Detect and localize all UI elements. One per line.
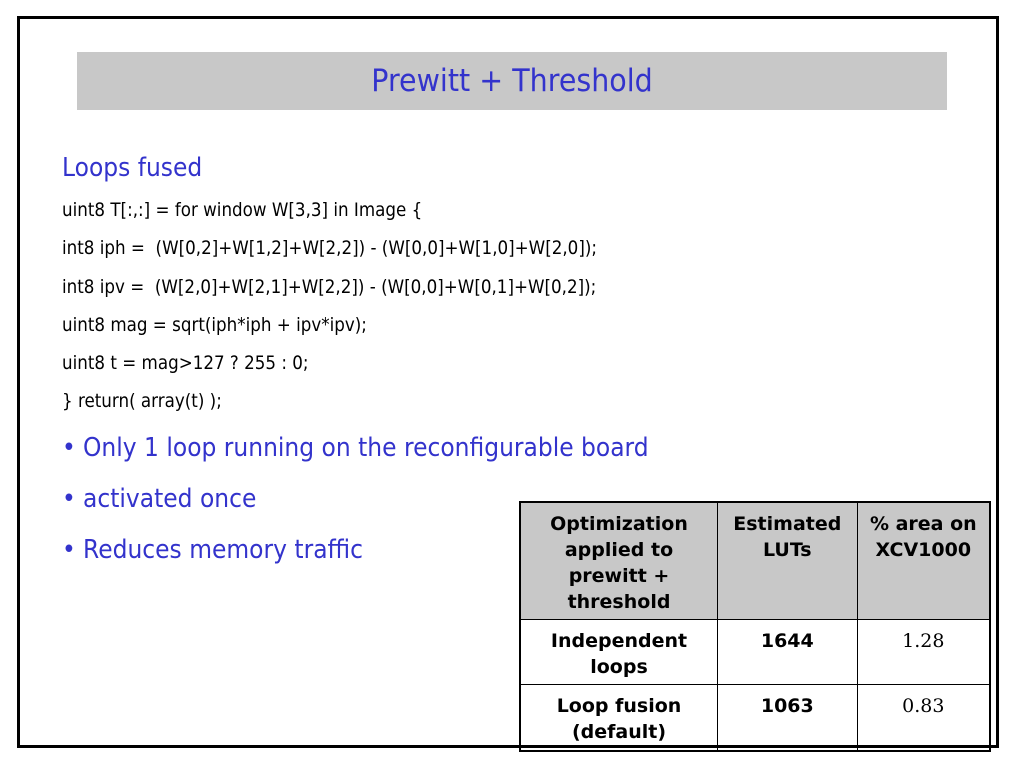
code-line: uint8 T[:,:] = for window W[3,3] in Image { <box>62 199 423 221</box>
cell-luts: 1063 <box>718 685 858 751</box>
title-bar <box>77 52 947 110</box>
bullet-item <box>62 433 649 463</box>
code-line: uint8 mag = sqrt(iph*iph + ipv*ipv); <box>62 314 367 336</box>
header-optimization: Optimization applied to prewitt + threshold <box>520 502 718 620</box>
bullet-marker: • <box>62 484 76 514</box>
code-line: uint8 t = mag>127 ? 255 : 0; <box>62 352 309 374</box>
cell-optimization: Independent loops <box>520 620 718 685</box>
table-header-row <box>520 502 990 620</box>
bullet-text: Only 1 loop running on the reconfigurable board <box>83 433 649 463</box>
table-row <box>520 685 990 751</box>
bullet-item <box>62 535 363 565</box>
code-line: } return( array(t) ); <box>62 390 222 412</box>
slide-title: Prewitt + Threshold <box>371 63 653 99</box>
cell-optimization: Loop fusion (default) <box>520 685 718 751</box>
code-line: int8 ipv = (W[2,0]+W[2,1]+W[2,2]) - (W[0,0]+W[0,1]+W[0,2]); <box>62 276 597 298</box>
cell-area: 0.83 <box>857 685 990 751</box>
bullet-marker: • <box>62 433 76 463</box>
table-row <box>520 620 990 685</box>
bullet-item <box>62 484 256 514</box>
bullet-text: activated once <box>83 484 257 514</box>
section-heading: Loops fused <box>62 153 203 183</box>
code-line: int8 iph = (W[0,2]+W[1,2]+W[2,2]) - (W[0,0]+W[1,0]+W[2,0]); <box>62 237 598 259</box>
header-luts: Estimated LUTs <box>718 502 858 620</box>
bullet-text: Reduces memory traffic <box>83 535 364 565</box>
results-table <box>519 501 991 752</box>
header-area: % area on XCV1000 <box>857 502 990 620</box>
cell-luts: 1644 <box>718 620 858 685</box>
cell-area: 1.28 <box>857 620 990 685</box>
bullet-marker: • <box>62 535 76 565</box>
